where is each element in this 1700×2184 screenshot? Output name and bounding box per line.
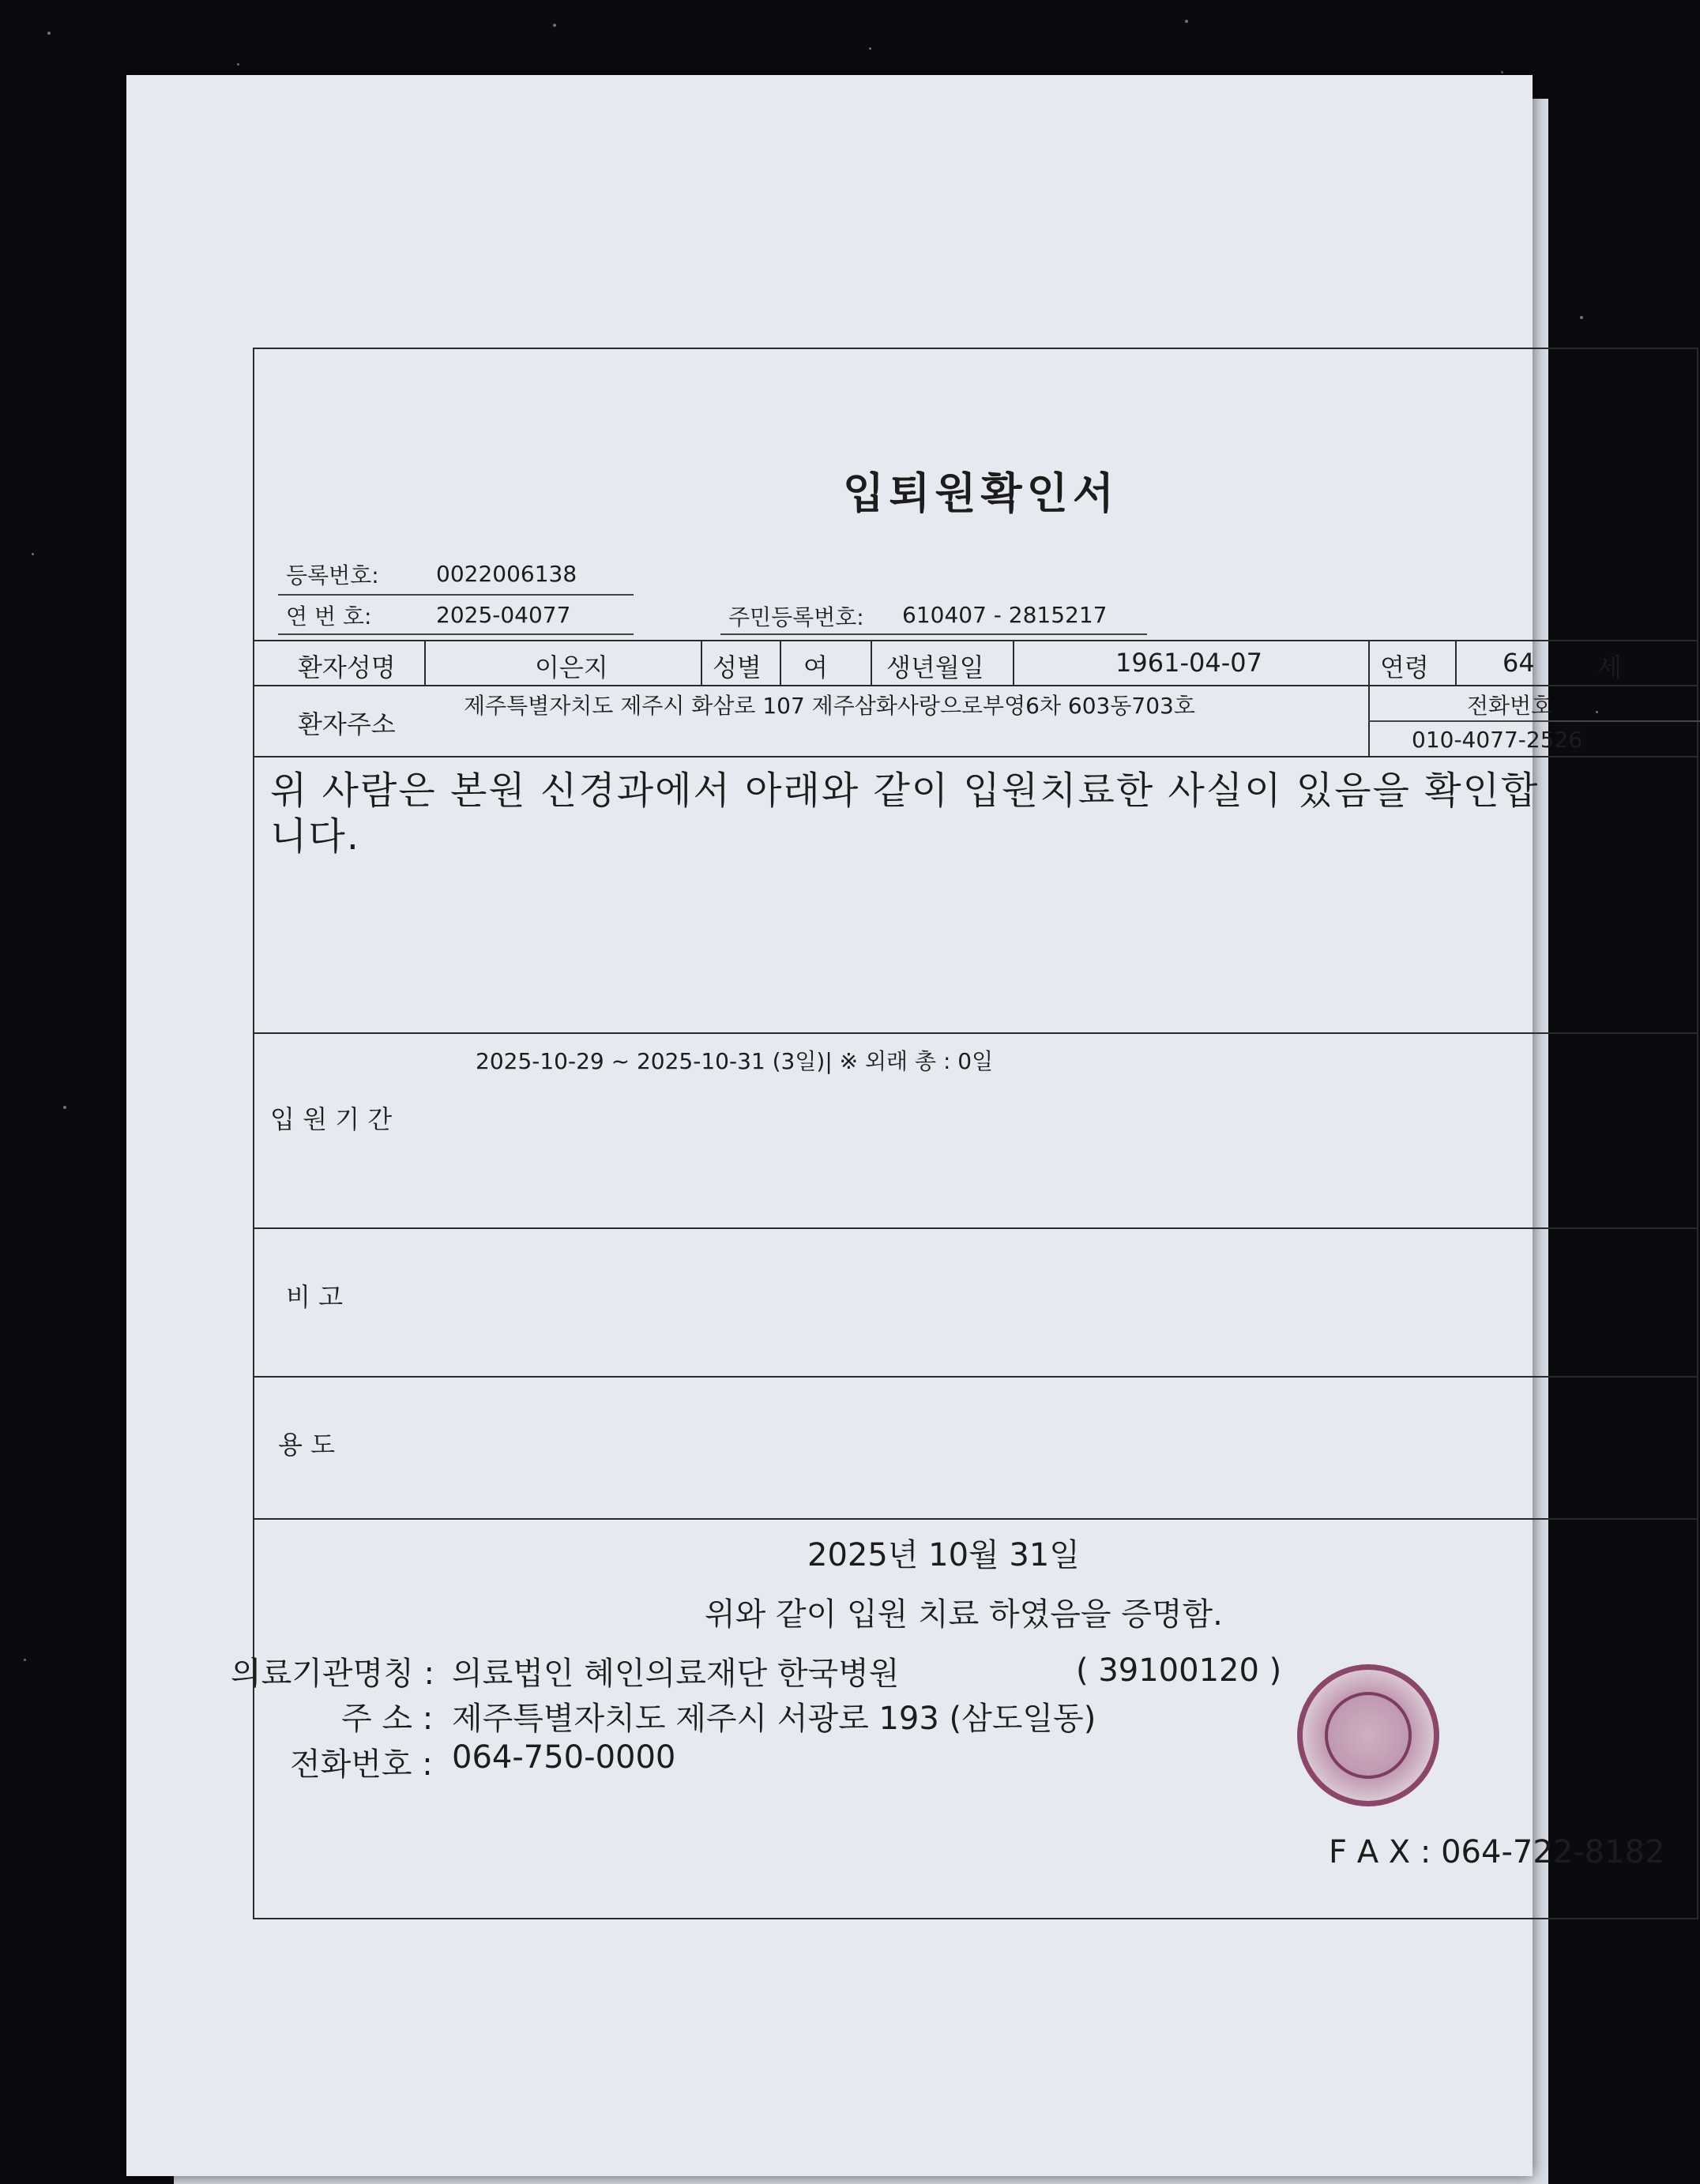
patient-name: 이은지: [535, 652, 608, 682]
purpose-label: 용 도: [278, 1430, 335, 1460]
admission-period: 2025-10-29 ~ 2025-10-31 (3일)| ※ 외래 총 : 0일: [476, 1048, 994, 1074]
cell-divider: [780, 640, 781, 685]
dob-label: 생년월일: [886, 652, 984, 682]
document-title: 입퇴원확인서: [843, 468, 1119, 518]
cell-divider: [1368, 640, 1370, 685]
serial-number: 2025-04077: [436, 602, 571, 628]
certification-text: 위와 같이 입원 치료 하였음을 증명함.: [705, 1596, 1223, 1633]
serial-number-label: 연 번 호:: [286, 603, 372, 630]
rule: [254, 1518, 1697, 1520]
cell-divider: [1013, 640, 1014, 685]
address-label: 환자주소: [298, 709, 396, 739]
remarks-label: 비 고: [286, 1282, 343, 1312]
dob: 1961-04-07: [1115, 648, 1262, 678]
issue-date: 2025년 10월 31일: [807, 1537, 1080, 1573]
sex: 여: [803, 652, 828, 682]
rule: [254, 640, 1697, 641]
certificate-form: [231, 348, 1698, 1919]
hospital-phone: 064-750-0000: [452, 1739, 676, 1776]
hospital-name: 의료법인 혜인의료재단 한국병원: [452, 1656, 900, 1692]
rule: [254, 1227, 1697, 1229]
registration-number: 0022006138: [436, 561, 577, 587]
underline: [278, 633, 634, 635]
phone-label: 전화번호: [1467, 693, 1553, 719]
rule: [1368, 720, 1700, 722]
rule: [254, 1032, 1697, 1034]
document-paper: [126, 75, 1665, 2176]
hospital-name-label: 의료기관명칭 :: [231, 1656, 435, 1692]
rule: [254, 1376, 1697, 1378]
underline: [278, 594, 634, 596]
patient-address: 제주특별자치도 제주시 화삼로 107 제주삼화사랑으로부영6차 603동703호: [464, 693, 1195, 719]
cell-divider: [424, 640, 426, 685]
age-unit: 세: [1597, 652, 1622, 682]
age: 64: [1503, 648, 1535, 678]
patient-phone: 010-4077-2526: [1412, 727, 1583, 753]
resident-number: 610407 - 2815217: [902, 602, 1108, 628]
hospital-phone-label: 전화번호 :: [290, 1746, 433, 1783]
sex-label: 성별: [713, 652, 762, 682]
rule: [254, 685, 1697, 686]
cell-divider: [701, 640, 702, 685]
hospital-address: 제주특별자치도 제주시 서광로 193 (삼도일동): [452, 1701, 1096, 1737]
registration-number-label: 등록번호:: [286, 562, 379, 588]
hospital-code: ( 39100120 ): [1076, 1652, 1282, 1689]
hospital-address-label: 주 소 :: [341, 1701, 434, 1737]
hospital-fax: F A X : 064-722-8182: [1329, 1834, 1665, 1870]
age-label: 연령: [1380, 652, 1429, 682]
statement: 위 사람은 본원 신경과에서 아래와 같이 입원치료한 사실이 있음을 확인합니다.: [270, 769, 1540, 859]
admission-period-label: 입 원 기 간: [270, 1104, 393, 1134]
hospital-seal-stamp: [1297, 1664, 1439, 1806]
patient-name-label: 환자성명: [298, 652, 396, 682]
cell-divider: [871, 640, 872, 685]
cell-divider: [1455, 640, 1457, 685]
rule: [254, 756, 1697, 757]
resident-number-label: 주민등록번호:: [728, 604, 864, 630]
underline: [720, 633, 1147, 635]
